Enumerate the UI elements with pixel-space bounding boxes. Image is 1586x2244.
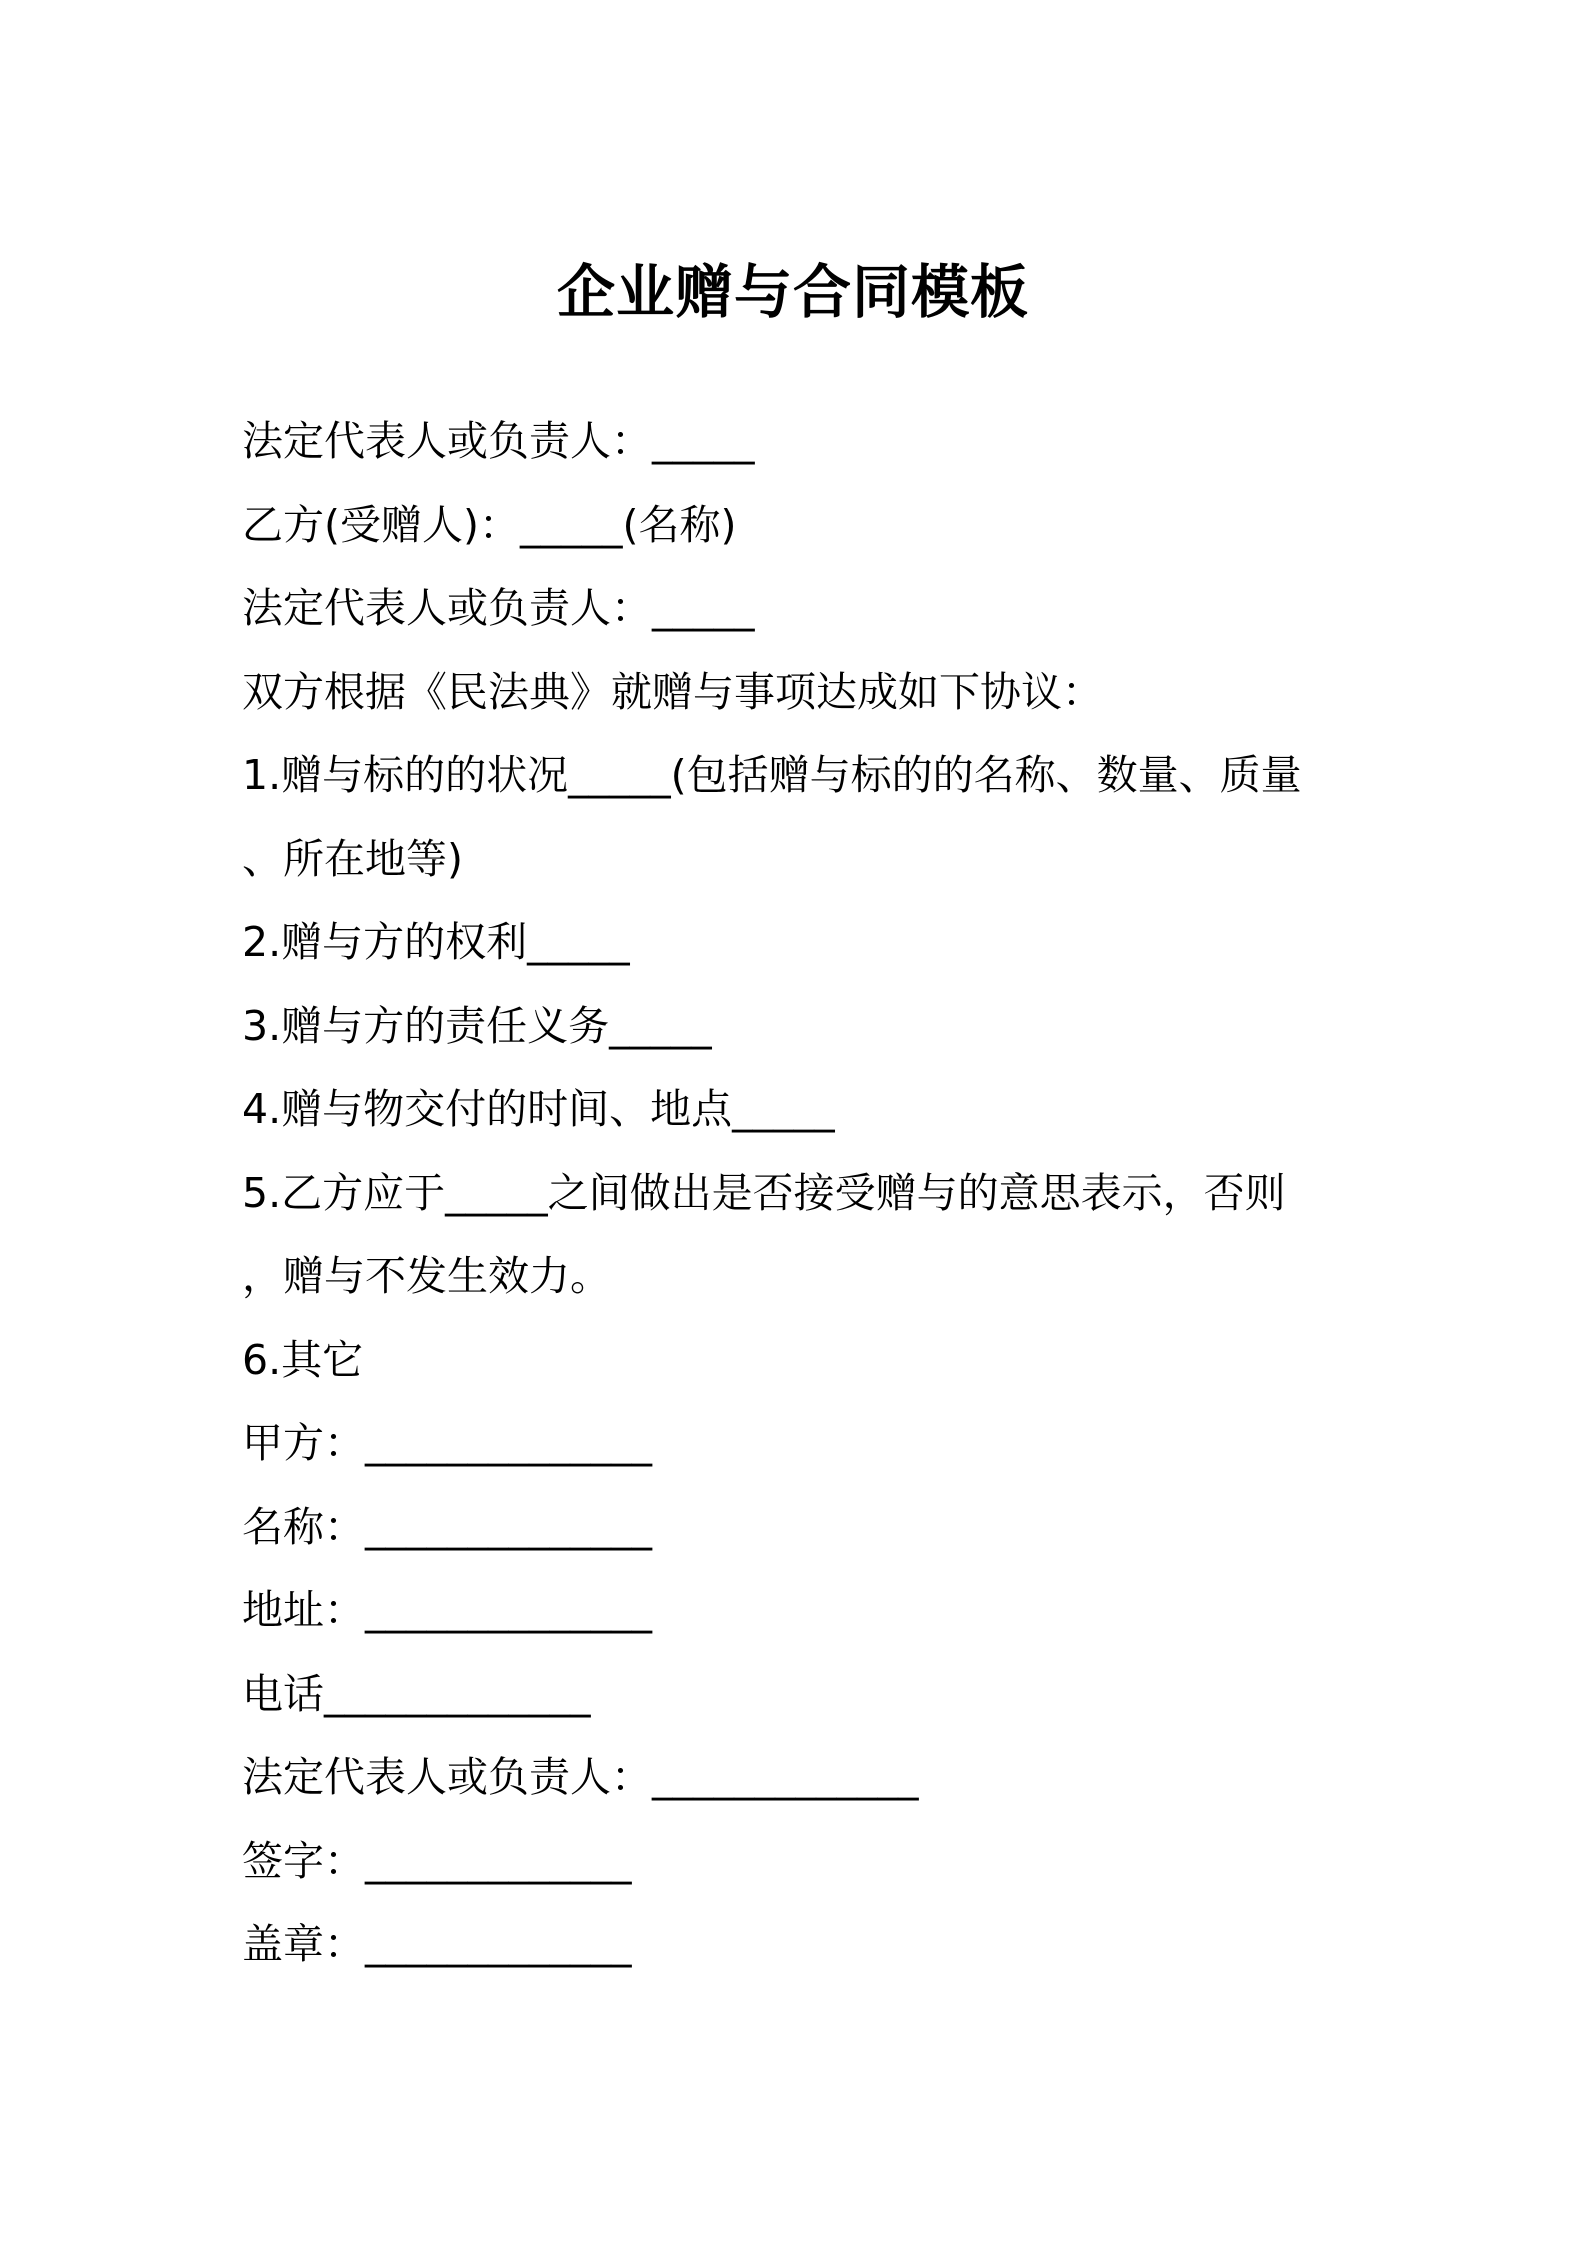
representative-signature-line: 法定代表人或负责人：_____________ — [242, 1753, 919, 1801]
party-b-donee-line: 乙方(受赠人)：_____(名称) — [242, 500, 737, 549]
sign-line: 签字：_____________ — [242, 1836, 632, 1885]
clause-5-continuation-line: ，赠与不发生效力。 — [242, 1252, 611, 1300]
party-b-representative-line: 法定代表人或负责人：_____ — [242, 584, 755, 632]
seal-line: 盖章：_____________ — [242, 1920, 632, 1968]
clause-6-line: 6.其它 — [242, 1335, 364, 1384]
party-a-signature-line: 甲方：______________ — [242, 1419, 652, 1467]
clause-2-line: 2.赠与方的权利_____ — [242, 918, 630, 966]
party-a-representative-line: 法定代表人或负责人：_____ — [242, 417, 755, 465]
clause-4-line: 4.赠与物交付的时间、地点_____ — [242, 1085, 835, 1133]
document-title: 企业赠与合同模板 — [556, 258, 1029, 326]
clause-1-continuation-line: 、所在地等) — [242, 834, 463, 883]
clause-5-line: 5.乙方应于_____之间做出是否接受赠与的意思表示，否则 — [242, 1168, 1286, 1217]
agreement-intro-line: 双方根据《民法典》就赠与事项达成如下协议： — [242, 667, 1103, 716]
clause-1-line: 1.赠与标的的状况_____(包括赠与标的的名称、数量、质量 — [242, 751, 1302, 799]
name-signature-line: 名称：______________ — [242, 1502, 652, 1551]
clause-3-line: 3.赠与方的责任义务_____ — [242, 1001, 712, 1050]
phone-signature-line: 电话_____________ — [242, 1669, 591, 1718]
address-signature-line: 地址：______________ — [242, 1586, 652, 1634]
document-body — [242, 400, 1372, 1987]
